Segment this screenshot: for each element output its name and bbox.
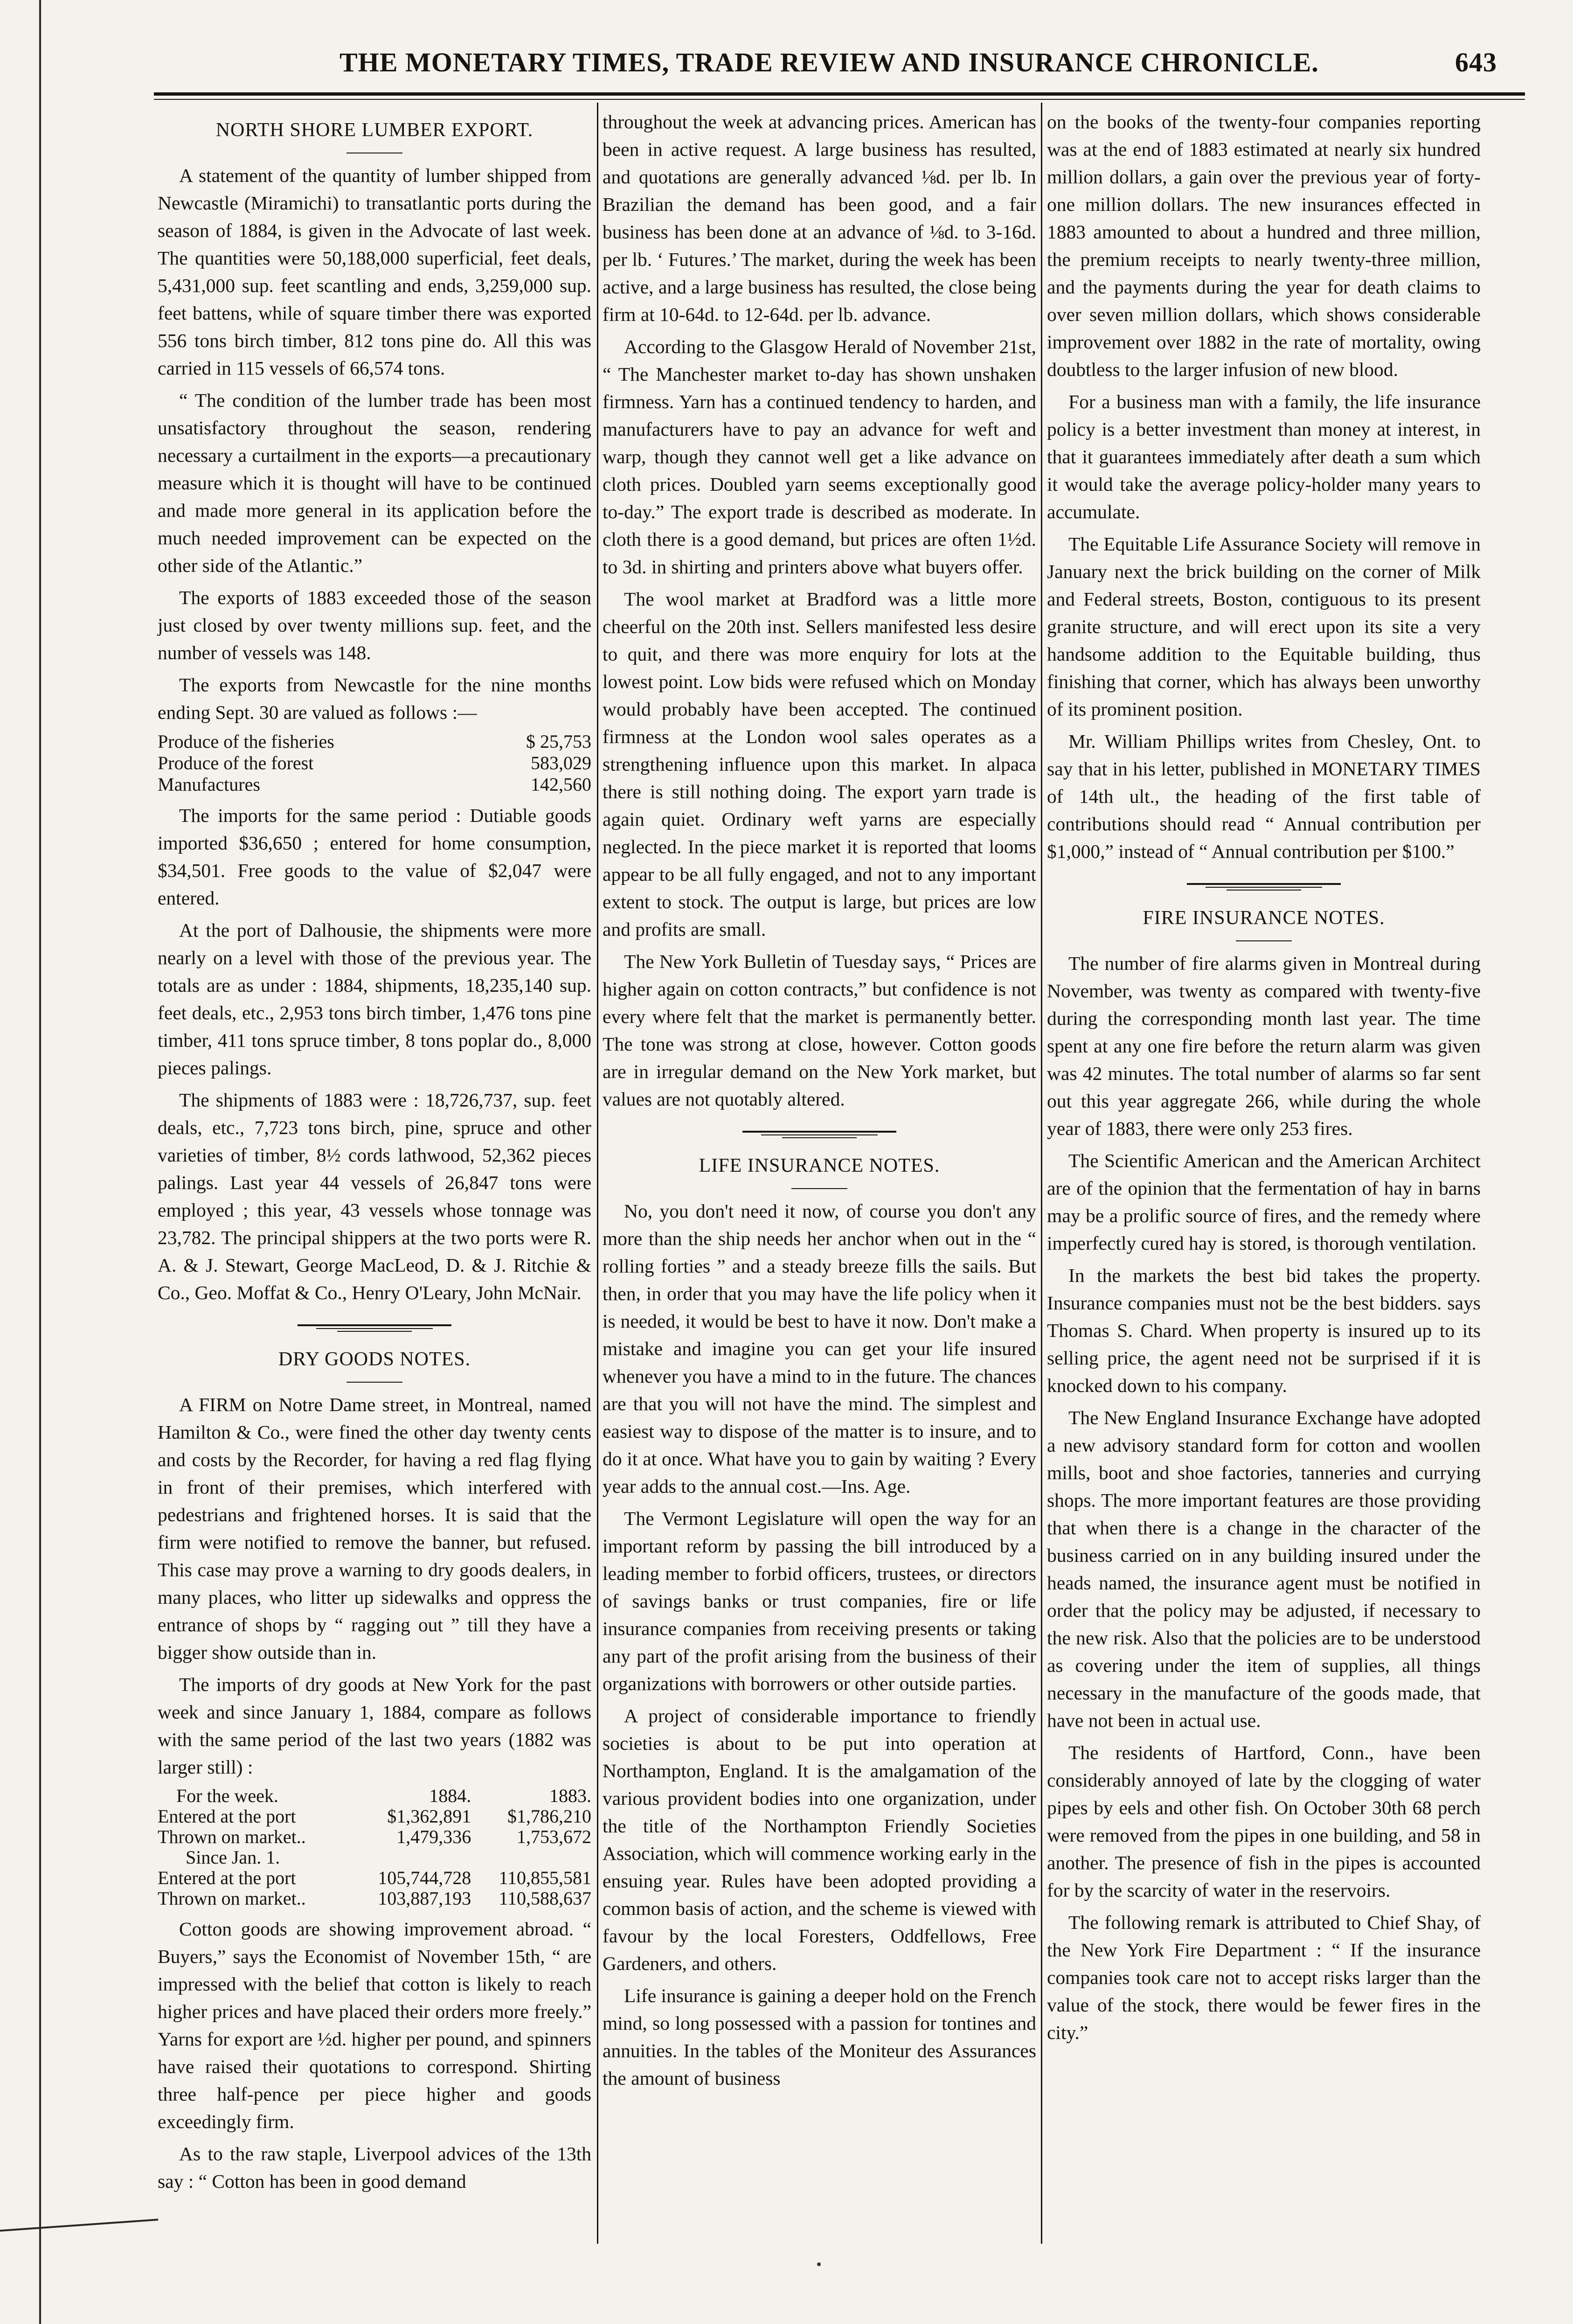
page-number: 643 <box>1455 47 1497 77</box>
paragraph: The wool market at Bradford was a little more cheerful on the 20th inst. Sellers manifested less desire to quit, and there was more enquiry for lots at the lowest point. Low bids were refused which on Monday would probably have been accepted. The continued firmness at the London wool sales operates as a strengthening influence upon this market. In alpaca there is still nothing doing. The export yarn trade is again quiet. Ordinary weft yarns are especially neglected. In the piece market it is reported that looms appear to be all fully engaged, and not to any important extent to stock. The output is large, but prices are low and profits are small. <box>603 588 1036 940</box>
table-row <box>158 1806 591 1827</box>
paragraph: throughout the week at advancing prices. American has been in active request. A large business has resulted, and quotations are generally advanced ⅛d. per lb. In Brazilian the demand has been good, and a fair business has been done at an advance of ⅛d. to 3-16d. per lb. ‘ Futures.’ The market, during the week has been active, and a large business has resulted, the close being firm at 10-64d. to 12-64d. per lb. advance. <box>603 111 1036 325</box>
table-header-row <box>158 1786 591 1806</box>
paragraph: A project of considerable importance to friendly societies is about to be put into operation at Northampton, England. It is the amalgamation of the various provident bodies into one organization, under the title of the Northampton Friendly Societies Association, which will commence working early in the ensuing year. Rules have been adopted providing a common basis of action, and the scheme is viewed with favour by the local Foresters, Oddfellows, Free Gardeners, and others. <box>603 1705 1036 1974</box>
column-rule-2 <box>1041 103 1042 2244</box>
table-cell-value: $ 25,753 <box>526 731 591 752</box>
table-cell-value: 110,855,581 <box>499 1867 591 1888</box>
paragraph: The exports from Newcastle for the nine months ending Sept. 30 are valued as follows :— <box>158 674 591 723</box>
table-header: 1883. <box>549 1785 591 1806</box>
table-cell-label: Produce of the fisheries <box>158 731 334 752</box>
paragraph: At the port of Dalhousie, the shipments were more nearly on a level with those of the previous year. The totals are as under : 1884, shipments, 18,235,140 sup. feet deals, etc., 2,953 tons birch timber, 1,476 tons pine timber, 411 tons spruce timber, 8 tons poplar do., 8,000 pieces palings. <box>158 919 591 1079</box>
table-row <box>158 774 591 795</box>
column-2 <box>603 108 1036 2097</box>
paragraph: The number of fire alarms given in Montreal during November, was twenty as compared with twenty-five during the corresponding month last year. The time spent at any one fire before the return alarm was given was 42 minutes. The total number of alarms so far sent out this year aggregate 266, while during the whole year of 1883, there were only 253 fires. <box>1047 953 1481 1139</box>
table-cell-value: 103,887,193 <box>378 1888 471 1909</box>
title-underline <box>1236 940 1292 941</box>
page-edge-shadow <box>39 0 41 2324</box>
print-speck <box>817 2262 821 2266</box>
paragraph: The Scientific American and the American Architect are of the opinion that the fermentation of hay in barns may be a prolific source of fires, and the remedy where imperfectly cured hay is stored, is thorough ventilation. <box>1047 1150 1481 1254</box>
table-row <box>158 731 591 752</box>
paragraph: The shipments of 1883 were : 18,726,737, sup. feet deals, etc., 7,723 tons birch, pine, spruce and other varieties of timber, 8½ cords lathwood, 52,362 pieces palings. Last year 44 vessels of 26,847 tons were employed ; this year, 43 vessels whose tonnage was 23,782. The principal shippers at the two ports were R. A. & J. Stewart, George MacLeod, D. & J. Ritchie & Co., Geo. Moffat & Co., Henry O'Leary, John McNair. <box>158 1089 591 1303</box>
section-separator <box>298 1323 451 1332</box>
table-cell-value: 142,560 <box>531 774 591 795</box>
paragraph: A FIRM on Notre Dame street, in Montreal, named Hamilton & Co., were fined the other day twenty cents and costs by the Recorder, for having a red flag flying in front of their premises, which interfered with pedestrians and frightened horses. It is said that the firm were notified to remove the banner, but refused. This case may prove a warning to dry goods dealers, in many places, who litter up sidewalks and oppress the entrance of shops by “ ragging out ” till they have a bigger show outside than in. <box>158 1394 591 1663</box>
section-separator <box>742 1130 896 1138</box>
table-row <box>158 1868 591 1888</box>
section-title-fire-insurance: FIRE INSURANCE NOTES. <box>1143 907 1385 929</box>
table-cell-value: $1,786,210 <box>507 1806 591 1827</box>
paragraph: According to the Glasgow Herald of November 21st, “ The Manchester market to-day has shown unshaken firmness. Yarn has a continued tendency to harden, and manufacturers have to pay an advance for weft and warp, though they cannot well get a like advance on cloth prices. Doubled yarn seems exceptionally good to-day.” The export trade is described as moderate. In cloth there is a good demand, but prices are often 1½d. to 3d. in shirting and printers above what buyers offer. <box>603 336 1036 578</box>
table-cell-value: 105,744,728 <box>378 1867 471 1888</box>
table-cell-value: 1,479,336 <box>396 1826 471 1847</box>
paragraph: As to the raw staple, Liverpool advices of the 13th say : “ Cotton has been in good demand <box>158 2143 591 2192</box>
table-row <box>158 1827 591 1847</box>
dry-goods-imports-table <box>158 1786 591 1909</box>
paragraph: The Equitable Life Assurance Society will remove in January next the brick building on the corner of Milk and Federal streets, Boston, contiguous to its present granite structure, and will erect upon its site a very handsome addition to the Equitable building, thus finishing that corner, which has always been unworthy of its prominent position. <box>1047 533 1481 720</box>
paragraph: The following remark is attributed to Chief Shay, of the New York Fire Department : “ If the insurance companies took care not to accept risks larger than the value of the stock, there would be fewer fires in the city.” <box>1047 1912 1481 2043</box>
table-cell-label: Entered at the port <box>158 1867 296 1888</box>
paragraph: on the books of the twenty-four companies reporting was at the end of 1883 estimated at nearly six hundred million dollars, a gain over the previous year of forty-one million dollars. The new insurances effected in 1883 amounted to about a hundred and three million, the premium receipts to nearly twenty-three million, and the payments during the year for death claims to over seven million dollars, which shows considerable improvement over 1882 in the rate of mortality, owing doubtless to the larger infusion of new blood. <box>1047 111 1481 380</box>
paragraph: Cotton goods are showing improvement abroad. “ Buyers,” says the Economist of November 15th, “ are impressed with the belief that cotton is likely to reach higher prices and have placed their orders more freely.” Yarns for export are ½d. higher per pound, and spinners have raised their quotations to correspond. Shirting three half-pence per piece higher and goods exceedingly firm. <box>158 1918 591 2132</box>
section-title-life-insurance: LIFE INSURANCE NOTES. <box>699 1155 940 1176</box>
column-rule-1 <box>597 103 598 2244</box>
table-cell-label: Thrown on market.. <box>158 1888 306 1909</box>
table-cell-value: 110,588,637 <box>499 1888 591 1909</box>
paragraph: The imports for the same period : Dutiable goods imported $36,650 ; entered for home consumption, $34,501. Free goods to the value of $2,047 were entered. <box>158 805 591 909</box>
table-row <box>158 752 591 774</box>
paragraph: Mr. William Phillips writes from Chesley, Ont. to say that in his letter, published in MONETARY TIMES of 14th ult., the heading of the first table of contributions should read “ Annual contribution per $1,000,” instead of “ Annual contribution per $100.” <box>1047 731 1481 862</box>
exports-table <box>158 731 591 795</box>
paragraph: For a business man with a family, the life insurance policy is a better investment than money at interest, in that it guarantees immediately after death a sum which it would take the average policy-holder many years to accumulate. <box>1047 391 1481 522</box>
section-separator <box>1187 882 1341 891</box>
table-cell-value: 1,753,672 <box>517 1826 591 1847</box>
paragraph: The exports of 1883 exceeded those of the season just closed by over twenty millions sup. feet, and the number of vessels was 148. <box>158 587 591 663</box>
title-underline <box>791 1188 847 1189</box>
table-header: 1884. <box>429 1785 471 1806</box>
section-title-lumber: NORTH SHORE LUMBER EXPORT. <box>215 119 534 141</box>
table-cell-value: $1,362,891 <box>387 1806 471 1827</box>
header-rule <box>154 92 1525 96</box>
paragraph: The New York Bulletin of Tuesday says, “ Prices are higher again on cotton contracts,” but confidence is not every where felt that the market is permanently better. The tone was strong at close, however. Cotton goods are in irregular demand on the New York market, but values are not quotably altered. <box>603 951 1036 1110</box>
table-row <box>158 1847 591 1868</box>
table-cell-label: Produce of the forest <box>158 752 314 773</box>
table-cell-value: 583,029 <box>531 752 591 773</box>
table-row <box>158 1888 591 1909</box>
paragraph: The Vermont Legislature will open the way for an important reform by passing the bill introduced by a leading member to forbid officers, trustees, or directors of savings banks or trust companies, fire or life insurance companies from receiving presents or taking any part of the profit arising from the business of their organizations with borrowers or other outside parties. <box>603 1508 1036 1694</box>
table-cell-label: Entered at the port <box>158 1806 296 1827</box>
column-3 <box>1047 108 1481 2051</box>
section-title-dry-goods: DRY GOODS NOTES. <box>278 1349 471 1370</box>
page-corner-crease <box>0 2219 158 2232</box>
paragraph: A statement of the quantity of lumber shipped from Newcastle (Miramichi) to transatlantic ports during the season of 1884, is given in the Advocate of last week. The quantities were 50,188,000 superficial, feet deals, 5,431,000 sup. feet scantling and ends, 3,259,000 sup. feet battens, while of square timber there was exported 556 tons birch timber, 812 tons pine do. All this was carried in 115 vessels of 66,574 tons. <box>158 165 591 379</box>
header-rule-thin <box>154 99 1525 100</box>
paragraph: “ The condition of the lumber trade has been most unsatisfactory throughout the season, rendering necessary a curtailment in the exports—a precautionary measure which it is thought will have to be continued and made more general in its application before the much needed improvement can be expected on the other side of the Atlantic.” <box>158 390 591 576</box>
table-header: For the week. <box>176 1785 278 1806</box>
paragraph: The imports of dry goods at New York for the past week and since January 1, 1884, compare as follows with the same period of the last two years (1882 was larger still) : <box>158 1674 591 1778</box>
paragraph: Life insurance is gaining a deeper hold on the French mind, so long possessed with a passion for tontines and annuities. In the tables of the Moniteur des Assurances the amount of business <box>603 1985 1036 2089</box>
table-subheader: Since Jan. 1. <box>186 1847 280 1868</box>
paragraph: The residents of Hartford, Conn., have been considerably annoyed of late by the clogging of water pipes by eels and other fish. On October 30th 68 perch were removed from the pipes in one building, and 58 in another. The presence of fish in the pipes is accounted for by the scarcity of water in the reservoirs. <box>1047 1742 1481 1901</box>
title-underline <box>346 1382 402 1383</box>
masthead-title: THE MONETARY TIMES, TRADE REVIEW AND INSURANCE CHRONICLE. <box>340 47 1319 77</box>
paragraph: The New England Insurance Exchange have adopted a new advisory standard form for cotton and woollen mills, boot and shoe factories, tanneries and currying shops. The more important features are those providing that when there is a change in the character of the business carried on in any building insured under the heads named, the insurance agent must be notified in order that the policy may be adjusted, if necessary to the new risk. Also that the policies are to be understood as covering under the item of supplies, all things necessary in the manufacture of the goods made, that have not been in actual use. <box>1047 1407 1481 1731</box>
paragraph: In the markets the best bid takes the property. Insurance companies must not be the best bidders. says Thomas S. Chard. When property is insured up to its selling price, the agent need not be surprised if it is knocked down to his company. <box>1047 1265 1481 1396</box>
column-1 <box>158 108 591 2200</box>
table-cell-label: Manufactures <box>158 774 260 795</box>
table-cell-label: Thrown on market.. <box>158 1826 306 1847</box>
paragraph: No, you don't need it now, of course you don't any more than the ship needs her anchor when out in the “ rolling forties ” and a steady breeze fills the sails. But then, in order that you may have the life policy when it is needed, it would be best to have it now. Don't make a mistake and imagine you can get your life insured whenever you have a mind to in the future. The chances are that you will not have the mind. The simplest and easiest way to dispose of the matter is to insure, and to do it at once. What have you to gain by waiting ? Every year adds to the annual cost.—Ins. Age. <box>603 1200 1036 1497</box>
